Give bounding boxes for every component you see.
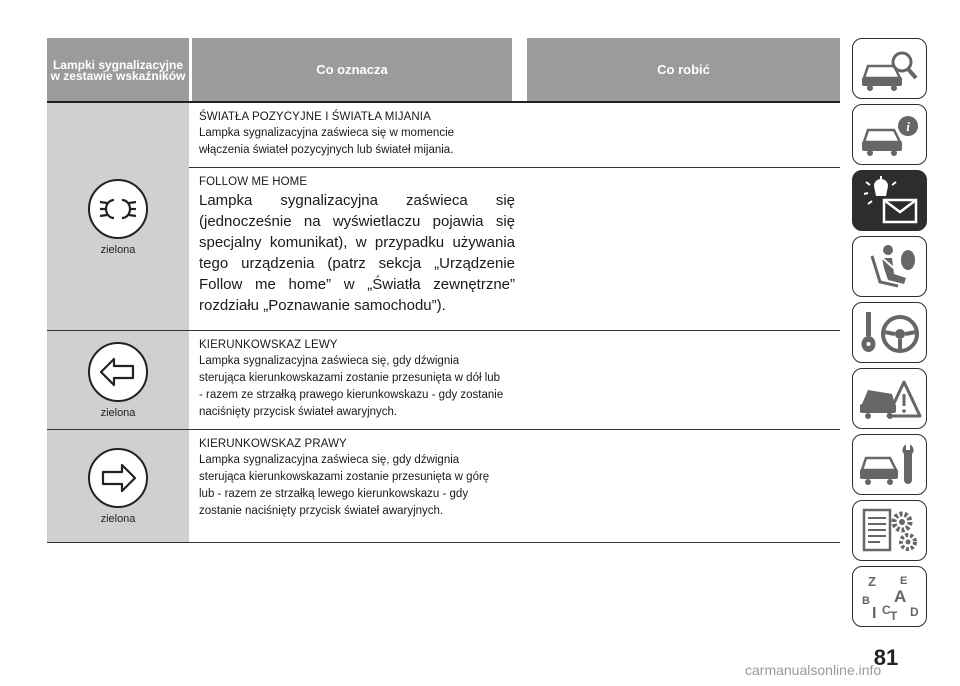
svg-text:i: i: [905, 118, 910, 134]
tab-emergency[interactable]: [852, 368, 927, 429]
tab-car-search[interactable]: [852, 38, 927, 99]
header-action: Co robić: [527, 38, 840, 101]
car-search-icon: [858, 44, 922, 94]
lamp-cell: [47, 331, 189, 429]
header-meaning: Co oznacza: [192, 38, 512, 101]
entry-text: Lampka sygnalizacyjna zaświeca się w momencie włączenia świateł pozycyjnych lub świateł mijania.: [199, 127, 455, 156]
position-lights-icon: [87, 178, 149, 240]
index-letter: B: [861, 594, 870, 607]
right-turn-arrow-icon: [87, 447, 149, 509]
tab-car-info[interactable]: [852, 104, 927, 165]
table-header: [47, 38, 840, 101]
list-item: [189, 331, 840, 429]
tab-maintenance[interactable]: [852, 434, 927, 495]
entry-text: Lampka sygnalizacyjna zaświeca się (jednocześnie na wyświetlaczu pojawia się specjalny komunikat), w przypadku używania tego urządzenia (patrz sekcja „Urządzenie Follow me home” w „Światła zewnętrzne” rozdziału „Poznawanie samochodu”).: [199, 192, 515, 314]
tab-warning-lights[interactable]: [852, 170, 927, 231]
index-letter: D: [909, 604, 919, 619]
entry-text: Lampka sygnalizacyjna zaświeca się, gdy dźwignia sterująca kierunkowskazami zostanie przesunięta w dół lub - razem ze strzałką prawego kierunkowskazu - gdy zostanie naciśnięty przycisk świateł awaryjnych.: [199, 355, 504, 418]
tab-index[interactable]: [852, 566, 927, 627]
airbag-seat-icon: [858, 242, 922, 292]
lamp-color-label: zielona: [100, 243, 136, 256]
table-row: [47, 331, 840, 430]
specs-gears-icon: [858, 506, 922, 556]
warning-light-message-icon: [858, 176, 922, 226]
list-item: [189, 430, 840, 538]
list-item: [189, 103, 840, 167]
entry-title: ŚWIATŁA POZYCYJNE I ŚWIATŁA MIJANIA: [199, 111, 431, 123]
car-crash-warning-icon: [858, 374, 922, 424]
index-letter: I: [871, 604, 876, 622]
tab-safety[interactable]: [852, 236, 927, 297]
table-row: [47, 430, 840, 543]
tab-starting-driving[interactable]: [852, 302, 927, 363]
index-letter: A: [893, 586, 906, 606]
index-letter: C: [881, 602, 891, 617]
index-letter: T: [889, 608, 897, 622]
list-item: [189, 167, 840, 330]
index-letter: E: [899, 574, 907, 587]
entry-title: KIERUNKOWSKAZ PRAWY: [199, 438, 347, 450]
page-number: 81: [873, 645, 899, 670]
car-wrench-icon: [858, 440, 922, 490]
entry-title: KIERUNKOWSKAZ LEWY: [199, 339, 338, 351]
left-turn-arrow-icon: [87, 341, 149, 403]
car-info-icon: [858, 110, 922, 160]
tab-technical-data[interactable]: [852, 500, 927, 561]
lamp-color-label: zielona: [100, 407, 136, 419]
chapter-sidebar: [852, 38, 929, 632]
lamp-cell: [47, 430, 189, 542]
watermark: carmanualsonline.info: [745, 662, 882, 678]
index-letter: Z: [867, 573, 876, 589]
lamp-color-label: zielona: [100, 513, 136, 525]
key-steering-wheel-icon: [858, 308, 922, 358]
alphabet-index-icon: [858, 572, 922, 622]
entry-title: FOLLOW ME HOME: [199, 176, 308, 188]
lamp-cell: [47, 103, 189, 330]
entry-text: Lampka sygnalizacyjna zaświeca się, gdy dźwignia sterująca kierunkowskazami zostanie przesunięta w górę lub - razem ze strzałką lewego kierunkowskazu - gdy zostanie naciśnięty przycisk świateł awaryjnych.: [199, 454, 490, 517]
table-row: [47, 103, 840, 331]
warning-lights-table: [47, 38, 840, 543]
header-lamp: Lampki sygnalizacyjne w zestawie wskaźników: [47, 38, 189, 101]
